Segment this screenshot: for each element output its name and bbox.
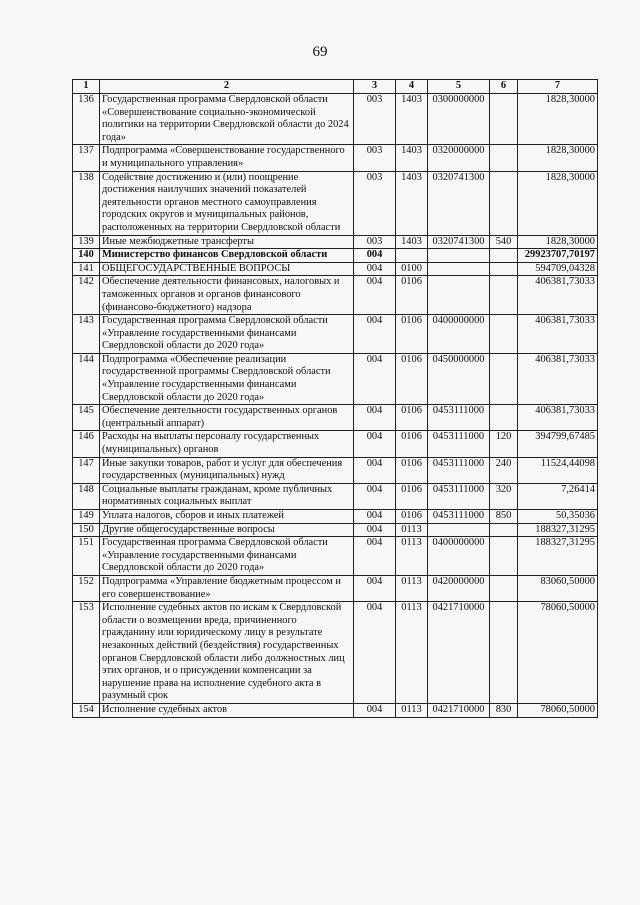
row-name: Обеспечение деятельности финансовых, налоговых и таможенных органов и органов финансового (финансово-бюджетного) надзора <box>100 276 354 315</box>
row-expense-type: 120 <box>490 431 518 457</box>
table-row <box>73 353 598 404</box>
row-section-code: 0106 <box>396 315 428 354</box>
row-name: Расходы на выплаты персоналу государственных (муниципальных) органов <box>100 431 354 457</box>
row-number: 144 <box>73 353 100 404</box>
row-admin-code: 004 <box>354 510 396 524</box>
table-body <box>73 94 598 718</box>
row-expense-type: 240 <box>490 457 518 483</box>
table-row <box>73 276 598 315</box>
row-amount: 188327,31295 <box>518 537 598 576</box>
row-name: Государственная программа Свердловской области «Управление государственными финансами Свердловской области до 2020 года» <box>100 537 354 576</box>
row-amount: 7,26414 <box>518 483 598 509</box>
row-number: 142 <box>73 276 100 315</box>
table-row <box>73 537 598 576</box>
row-number: 143 <box>73 315 100 354</box>
row-number: 154 <box>73 703 100 717</box>
row-section-code: 1403 <box>396 94 428 145</box>
row-number: 152 <box>73 575 100 601</box>
row-amount: 11524,44098 <box>518 457 598 483</box>
row-amount: 1828,30000 <box>518 145 598 171</box>
row-section-code: 0106 <box>396 431 428 457</box>
row-number: 137 <box>73 145 100 171</box>
row-admin-code: 003 <box>354 235 396 249</box>
row-expense-type <box>490 94 518 145</box>
row-name: Государственная программа Свердловской области «Совершенствование социально-экономической политики на территории Свердловской области до 2024 года» <box>100 94 354 145</box>
row-name: Социальные выплаты гражданам, кроме публичных нормативных социальных выплат <box>100 483 354 509</box>
row-name: Исполнение судебных актов по искам к Свердловской области о возмещении вреда, причиненного гражданину или юридическому лицу в результате незаконных действий (бездействия) государственных органов Свердловской области либо должностных лиц этих органов, и о присуждении компенсации за нарушение права на исполнение судебного акта в разумный срок <box>100 602 354 704</box>
row-expense-type <box>490 523 518 537</box>
row-amount: 1828,30000 <box>518 171 598 235</box>
row-target-code: 0300000000 <box>428 94 490 145</box>
header-col-1: 1 <box>73 80 100 94</box>
row-target-code <box>428 262 490 276</box>
header-col-2: 2 <box>100 80 354 94</box>
row-name: Уплата налогов, сборов и иных платежей <box>100 510 354 524</box>
row-amount: 406381,73033 <box>518 276 598 315</box>
row-expense-type <box>490 405 518 431</box>
row-amount: 29923707,70197 <box>518 249 598 263</box>
header-col-3: 3 <box>354 80 396 94</box>
page-number: 69 <box>312 44 328 60</box>
row-name: Обеспечение деятельности государственных органов (центральный аппарат) <box>100 405 354 431</box>
row-name: Министерство финансов Свердловской области <box>100 249 354 263</box>
row-amount: 406381,73033 <box>518 315 598 354</box>
table-row <box>73 457 598 483</box>
row-target-code <box>428 276 490 315</box>
row-name: ОБЩЕГОСУДАРСТВЕННЫЕ ВОПРОСЫ <box>100 262 354 276</box>
row-section-code: 0100 <box>396 262 428 276</box>
row-name: Другие общегосударственные вопросы <box>100 523 354 537</box>
row-expense-type <box>490 353 518 404</box>
table-row <box>73 262 598 276</box>
table-row <box>73 171 598 235</box>
row-amount: 78060,50000 <box>518 602 598 704</box>
row-amount: 406381,73033 <box>518 405 598 431</box>
row-amount: 406381,73033 <box>518 353 598 404</box>
row-target-code <box>428 249 490 263</box>
table-row <box>73 483 598 509</box>
row-admin-code: 004 <box>354 602 396 704</box>
row-expense-type <box>490 249 518 263</box>
row-section-code: 0106 <box>396 353 428 404</box>
row-expense-type <box>490 145 518 171</box>
row-target-code: 0453111000 <box>428 457 490 483</box>
row-amount: 188327,31295 <box>518 523 598 537</box>
header-col-4: 4 <box>396 80 428 94</box>
row-name: Содействие достижению и (или) поощрение достижения наилучших значений показателей деятельности органов местного самоуправления городских округов и муниципальных районов, расположенных на территории Свердловской области <box>100 171 354 235</box>
row-number: 150 <box>73 523 100 537</box>
row-expense-type <box>490 315 518 354</box>
row-section-code <box>396 249 428 263</box>
row-admin-code: 004 <box>354 315 396 354</box>
table-row <box>73 602 598 704</box>
row-admin-code: 004 <box>354 249 396 263</box>
row-admin-code: 004 <box>354 703 396 717</box>
table-row <box>73 510 598 524</box>
row-expense-type: 850 <box>490 510 518 524</box>
row-number: 151 <box>73 537 100 576</box>
row-amount: 1828,30000 <box>518 235 598 249</box>
row-target-code: 0320741300 <box>428 235 490 249</box>
table-row <box>73 703 598 717</box>
row-number: 136 <box>73 94 100 145</box>
row-target-code: 0450000000 <box>428 353 490 404</box>
row-expense-type: 540 <box>490 235 518 249</box>
row-target-code: 0453111000 <box>428 510 490 524</box>
table-row <box>73 405 598 431</box>
header-col-5: 5 <box>428 80 490 94</box>
table-row <box>73 94 598 145</box>
row-section-code: 0106 <box>396 405 428 431</box>
row-admin-code: 004 <box>354 405 396 431</box>
row-name: Государственная программа Свердловской области «Управление государственными финансами Свердловской области до 2020 года» <box>100 315 354 354</box>
row-section-code: 0113 <box>396 523 428 537</box>
row-admin-code: 004 <box>354 353 396 404</box>
row-target-code: 0453111000 <box>428 405 490 431</box>
row-target-code: 0453111000 <box>428 483 490 509</box>
row-target-code <box>428 523 490 537</box>
row-number: 147 <box>73 457 100 483</box>
row-name: Подпрограмма «Совершенствование государственного и муниципального управления» <box>100 145 354 171</box>
row-expense-type: 830 <box>490 703 518 717</box>
row-amount: 1828,30000 <box>518 94 598 145</box>
table-row <box>73 575 598 601</box>
row-number: 149 <box>73 510 100 524</box>
header-col-7: 7 <box>518 80 598 94</box>
budget-table <box>72 79 598 718</box>
header-col-6: 6 <box>490 80 518 94</box>
row-section-code: 0113 <box>396 602 428 704</box>
row-amount: 594709,04328 <box>518 262 598 276</box>
table-row <box>73 145 598 171</box>
row-section-code: 0113 <box>396 575 428 601</box>
row-number: 148 <box>73 483 100 509</box>
header-row <box>73 80 598 94</box>
row-section-code: 0106 <box>396 483 428 509</box>
row-admin-code: 004 <box>354 523 396 537</box>
row-section-code: 0113 <box>396 537 428 576</box>
row-number: 145 <box>73 405 100 431</box>
row-admin-code: 004 <box>354 276 396 315</box>
table-row <box>73 249 598 263</box>
row-target-code: 0420000000 <box>428 575 490 601</box>
row-section-code: 0106 <box>396 510 428 524</box>
row-name: Подпрограмма «Управление бюджетным процессом и его совершенствование» <box>100 575 354 601</box>
row-admin-code: 004 <box>354 262 396 276</box>
row-amount: 50,35036 <box>518 510 598 524</box>
row-expense-type <box>490 171 518 235</box>
row-section-code: 1403 <box>396 235 428 249</box>
row-section-code: 0113 <box>396 703 428 717</box>
row-number: 141 <box>73 262 100 276</box>
table-row <box>73 235 598 249</box>
row-amount: 83060,50000 <box>518 575 598 601</box>
row-admin-code: 004 <box>354 575 396 601</box>
row-target-code: 0400000000 <box>428 537 490 576</box>
table-row <box>73 523 598 537</box>
table-row <box>73 315 598 354</box>
row-expense-type <box>490 602 518 704</box>
row-number: 139 <box>73 235 100 249</box>
row-admin-code: 003 <box>354 94 396 145</box>
table-row <box>73 431 598 457</box>
row-name: Исполнение судебных актов <box>100 703 354 717</box>
row-expense-type <box>490 262 518 276</box>
row-amount: 78060,50000 <box>518 703 598 717</box>
row-admin-code: 003 <box>354 145 396 171</box>
row-expense-type: 320 <box>490 483 518 509</box>
row-name: Иные закупки товаров, работ и услуг для обеспечения государственных (муниципальных) нужд <box>100 457 354 483</box>
row-target-code: 0320741300 <box>428 171 490 235</box>
row-amount: 394799,67485 <box>518 431 598 457</box>
row-name: Иные межбюджетные трансферты <box>100 235 354 249</box>
row-admin-code: 004 <box>354 431 396 457</box>
row-expense-type <box>490 276 518 315</box>
row-number: 153 <box>73 602 100 704</box>
row-admin-code: 004 <box>354 483 396 509</box>
row-target-code: 0421710000 <box>428 703 490 717</box>
row-target-code: 0453111000 <box>428 431 490 457</box>
row-admin-code: 003 <box>354 171 396 235</box>
row-section-code: 1403 <box>396 145 428 171</box>
row-number: 146 <box>73 431 100 457</box>
row-section-code: 1403 <box>396 171 428 235</box>
row-admin-code: 004 <box>354 537 396 576</box>
row-target-code: 0421710000 <box>428 602 490 704</box>
row-section-code: 0106 <box>396 457 428 483</box>
row-expense-type <box>490 537 518 576</box>
row-expense-type <box>490 575 518 601</box>
row-admin-code: 004 <box>354 457 396 483</box>
row-target-code: 0320000000 <box>428 145 490 171</box>
row-name: Подпрограмма «Обеспечение реализации государственной программы Свердловской области «Управление государственными финансами Свердловской области до 2020 года» <box>100 353 354 404</box>
row-target-code: 0400000000 <box>428 315 490 354</box>
row-section-code: 0106 <box>396 276 428 315</box>
row-number: 138 <box>73 171 100 235</box>
row-number: 140 <box>73 249 100 263</box>
